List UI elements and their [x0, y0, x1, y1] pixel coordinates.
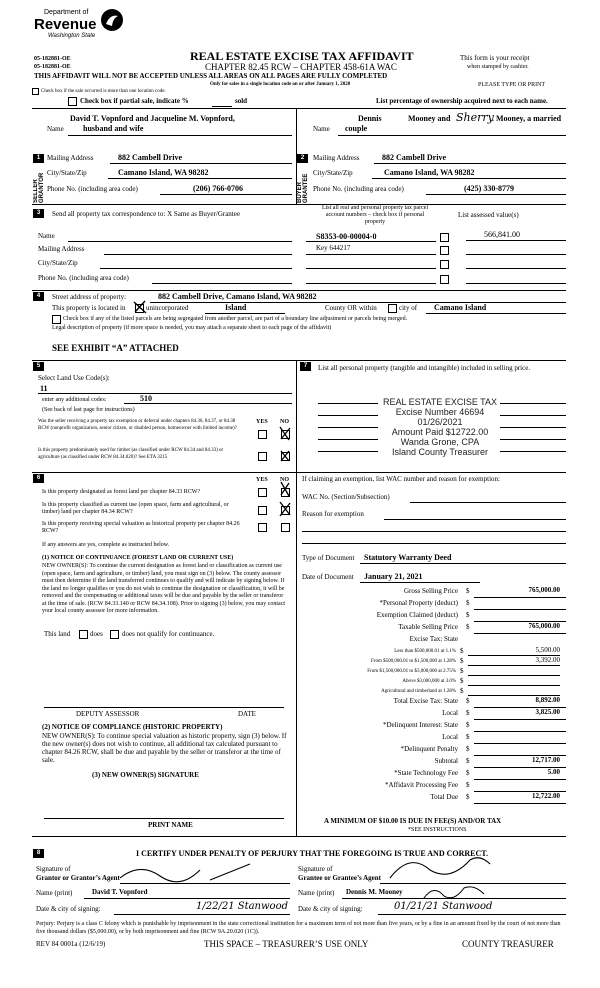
- segregated-label: Check box if any of the listed parcels are being segregated from another parcel, are part of a boundary line adjustment or parcels being merged.: [63, 316, 408, 322]
- ownership-note: List percentage of ownership acquired next to each name.: [376, 97, 548, 105]
- tax-row-value[interactable]: 5,500.00: [535, 646, 560, 654]
- tax-row-value[interactable]: 765,000.00: [528, 622, 560, 630]
- buyer-name-label: Name: [313, 125, 330, 133]
- buyer-mailing-value[interactable]: 882 Cambell Drive: [382, 153, 446, 162]
- tax-row-currency: $: [466, 623, 470, 631]
- buyer-phone-value[interactable]: (425) 330-8779: [464, 184, 514, 193]
- tax-row: [300, 634, 566, 646]
- dor-logo-icon: [100, 8, 124, 32]
- tax-row-label: Subtotal: [434, 757, 458, 765]
- grantee-date-city-label: Date & city of signing:: [298, 905, 363, 913]
- this-land-label: This land: [44, 630, 71, 638]
- parcel-3-checkbox[interactable]: [440, 260, 449, 269]
- grantee-sig-label-1: Signature of: [298, 865, 333, 873]
- correspondence-label: Send all property tax correspondence to: X Same as Buyer/Grantee: [52, 210, 240, 218]
- tax-row: [300, 646, 566, 656]
- dept-line1: Department of: [44, 9, 89, 16]
- seller-city-value[interactable]: Camano Island, WA 98282: [118, 168, 209, 177]
- form-id-1: 05-182881-OE: [34, 56, 71, 62]
- grantee-signature: [380, 850, 500, 884]
- tax-row-label: Excise Tax: State: [409, 635, 458, 643]
- tax-row: [300, 792, 566, 804]
- perjury-notice: Perjury: Perjury is a class C felony which is punishable by imprisonment in the state correctional institution for a maximum term of not more than five years, or by a fine in an amount fixed by the court of not more than five thousand dollars ($5,000.00), or by both imprisonment and fine (RCW 9A.20.020 (1C)).: [36, 921, 561, 935]
- page-title: REAL ESTATE EXCISE TAX AFFIDAVIT: [190, 49, 414, 63]
- grantee-initial-signature: [420, 882, 490, 902]
- print-name-label: PRINT NAME: [148, 821, 193, 829]
- tax-row-value[interactable]: 3,825.00: [535, 708, 560, 716]
- seller-side-label: SELLER GRANTOR: [33, 172, 45, 203]
- tax-row: [300, 598, 566, 610]
- does-not-checkbox[interactable]: [110, 630, 119, 639]
- notice1-title: (1) NOTICE OF CONTINUANCE (FOREST LAND OR CURRENT USE): [42, 555, 234, 561]
- tax-row-currency: $: [460, 687, 464, 695]
- city-of-checkbox[interactable]: [388, 304, 397, 313]
- street-label: Street address of property:: [52, 293, 127, 301]
- seller-city-label: City/State/Zip: [47, 169, 87, 177]
- tax-row-currency: $: [466, 721, 470, 729]
- buyer-city-value[interactable]: Camano Island, WA 98282: [384, 168, 475, 177]
- tax-row: [300, 676, 566, 686]
- land-use-label: Select Land Use Code(s):: [38, 374, 110, 382]
- partial-sale-label: Check box if partial sale, indicate %: [80, 97, 189, 105]
- s6-if-any: If any answers are yes, complete as instructed below.: [42, 542, 170, 548]
- parcel-1-checkbox[interactable]: [440, 233, 449, 242]
- section-5-badge: 5: [33, 362, 44, 371]
- stamp-line2: Excise Number 46694: [395, 407, 485, 417]
- tax-row-currency: $: [466, 733, 470, 741]
- section-1-badge: 1: [33, 154, 44, 163]
- valid-note: Only for sales in a single location code on or after January 1, 2020: [210, 82, 351, 87]
- assessed-1-value[interactable]: 566,841.00: [484, 230, 520, 239]
- doc-date-value[interactable]: January 21, 2021: [364, 572, 423, 581]
- tax-row-label: *Delinquent Penalty: [400, 745, 458, 753]
- seller-name-label: Name: [47, 125, 64, 133]
- tax-row: [300, 610, 566, 622]
- tax-row-label: Agricultural and timberland at 1.28%: [381, 689, 456, 694]
- tax-row: [300, 586, 566, 598]
- tax-row-label: *Affidavit Processing Fee: [385, 781, 458, 789]
- tax-row-currency: $: [460, 647, 464, 655]
- s6-q3: Is this property receiving special valuation as historical property per chapter 84.26 RCW?: [42, 521, 240, 534]
- parcel-2-value[interactable]: Key 644217: [316, 244, 351, 252]
- tax-row-value[interactable]: 8,892.00: [535, 696, 560, 704]
- buyer-side-label: BUYER GRANTEE: [297, 173, 309, 203]
- grantee-sig-label-2: Grantee or Grantee’s Agent: [298, 874, 382, 882]
- does-checkbox[interactable]: [79, 630, 88, 639]
- s5-q1-yes-checkbox[interactable]: [258, 430, 267, 439]
- grantor-signature: [90, 858, 290, 884]
- s6-q2-no-mark: [277, 500, 293, 518]
- tax-row: [300, 768, 566, 780]
- grantee-name-value[interactable]: Dennis M. Mooney: [346, 888, 403, 896]
- located-label: This property is located in: [52, 304, 126, 312]
- tax-row-value[interactable]: 5.00: [547, 768, 560, 776]
- wac-label: WAC No. (Section/Subsection): [302, 493, 390, 501]
- s3-mailing-label: Mailing Address: [38, 245, 85, 253]
- grantor-date-city-value[interactable]: 1/22/21 Stanwood: [196, 901, 289, 912]
- treasurer-receipt-stamp: [374, 398, 506, 458]
- tax-row: [300, 720, 566, 732]
- minimum-fee-note: A MINIMUM OF $10.00 IS DUE IN FEE(S) AND/OR TAX: [324, 817, 502, 825]
- doc-date-label: Date of Document: [302, 573, 354, 581]
- does-label: does: [90, 630, 103, 638]
- tax-row: [300, 696, 566, 708]
- doc-type-label: Type of Document: [302, 554, 355, 562]
- grantor-date-city-label: Date & city of signing:: [36, 905, 101, 913]
- s6-q3-no-checkbox[interactable]: [281, 523, 290, 532]
- tax-calculation-table: [300, 586, 566, 806]
- tax-row-currency: $: [460, 667, 464, 675]
- tax-row-currency: $: [466, 587, 470, 595]
- tax-row: [300, 708, 566, 720]
- seller-mailing-value[interactable]: 882 Cambell Drive: [118, 153, 182, 162]
- unincorporated-label: unincorporated: [146, 304, 189, 312]
- tax-row-value[interactable]: 12,722.00: [532, 792, 560, 800]
- seller-name-line1: David T. Vopnford and Jacqueline M. Vopnford,: [70, 114, 235, 123]
- grantor-name-value[interactable]: David T. Vopnford: [92, 888, 148, 896]
- tax-row-label: Local: [442, 733, 458, 741]
- tax-row-label: *State Technology Fee: [394, 769, 458, 777]
- buyer-name-part2: Mooney and: [408, 114, 451, 123]
- parcel-header-3: property: [364, 219, 386, 225]
- stamp-line6: Island County Treasurer: [391, 447, 489, 457]
- page-subtitle: CHAPTER 82.45 RCW – CHAPTER 458-61A WAC: [205, 62, 397, 72]
- tax-row-currency: $: [460, 657, 464, 665]
- s3-phone-label: Phone No. (including area code): [38, 274, 129, 282]
- warning-text: THIS AFFIDAVIT WILL NOT BE ACCEPTED UNLESS ALL AREAS ON ALL PAGES ARE FULLY COMPLETED: [34, 72, 388, 80]
- tax-row-value[interactable]: 12,717.00: [532, 756, 560, 764]
- dept-line3: Washington State: [48, 33, 96, 39]
- buyer-mailing-label: Mailing Address: [313, 154, 360, 162]
- multi-location-checkbox[interactable]: [32, 88, 39, 95]
- tax-row-value[interactable]: 3,392.00: [535, 656, 560, 664]
- city-of-label: city of: [399, 304, 418, 312]
- buyer-name-part3: . Mooney, a married: [492, 114, 562, 123]
- doc-type-value[interactable]: Statutory Warranty Deed: [364, 553, 452, 562]
- s3-city-label: City/State/Zip: [38, 259, 78, 267]
- sold-label: sold: [235, 97, 248, 105]
- s5-yes-header: YES: [256, 419, 268, 425]
- buyer-name-line2: couple: [345, 124, 368, 133]
- tax-row: [300, 686, 566, 696]
- tax-row: [300, 732, 566, 744]
- tax-row-label: *Delinquent Interest: State: [382, 721, 458, 729]
- tax-row-label: Exemption Claimed (deduct): [376, 611, 458, 619]
- tax-row-label: Gross Selling Price: [403, 587, 458, 595]
- assessed-header: List assessed value(s): [458, 211, 519, 219]
- tax-row-currency: $: [466, 793, 470, 801]
- certify-statement: I CERTIFY UNDER PENALTY OF PERJURY THAT THE FOREGOING IS TRUE AND CORRECT.: [136, 849, 489, 858]
- receipt-note-2: when stamped by cashier.: [467, 64, 529, 70]
- s5-q1: Was the seller receiving a property tax exemption or deferral under chapters 84.36, 84.37, or 84.38 RCW (nonprofit organization, senior citizen, or disabled person, homeowner with limited income)?: [38, 419, 237, 431]
- county-value[interactable]: Island: [225, 303, 247, 312]
- section-4-badge: 4: [33, 292, 44, 301]
- s6-q1-yes-checkbox[interactable]: [258, 488, 267, 497]
- stamp-line5: Wanda Grone, CPA: [400, 437, 480, 447]
- grantor-name-print-label: Name (print): [36, 889, 73, 897]
- s6-q1: Is this property designated as forest land per chapter 84.33 RCW?: [42, 489, 201, 495]
- stamp-line4: Amount Paid $12722.00: [391, 427, 489, 437]
- tax-row-currency: $: [466, 745, 470, 753]
- tax-row: [300, 780, 566, 792]
- parcel-header-2: account numbers – check box if personal: [325, 212, 425, 218]
- land-use-code[interactable]: 11: [40, 384, 48, 393]
- multi-location-label: Check box if the sale occurred is more than one location code.: [41, 89, 166, 94]
- form-revision: REV 84 0001a (12/6/19): [36, 940, 106, 948]
- type-or-print: PLEASE TYPE OR PRINT: [478, 82, 546, 88]
- tax-row: [300, 622, 566, 634]
- dor-logo: [34, 8, 126, 48]
- s6-q2-yes-checkbox[interactable]: [258, 506, 267, 515]
- exemption-reason-label: Reason for exemption: [302, 510, 364, 518]
- grantor-sig-label-1: Signature of: [36, 865, 71, 873]
- exhibit-note: SEE EXHIBIT “A” ATTACHED: [52, 343, 179, 353]
- county-treasurer-label: COUNTY TREASURER: [462, 939, 554, 949]
- s5-q1-no-mark: [277, 424, 293, 442]
- s5-q2-yes-checkbox[interactable]: [258, 452, 267, 461]
- tax-row: [300, 756, 566, 768]
- tax-row-currency: $: [466, 611, 470, 619]
- tax-row-value[interactable]: 765,000.00: [528, 586, 560, 594]
- section-2-badge: 2: [297, 154, 308, 163]
- parcel-2-checkbox[interactable]: [440, 246, 449, 255]
- notice2-title: (2) NOTICE OF COMPLIANCE (HISTORIC PROPERTY): [42, 723, 223, 731]
- tax-row-label: From $1,500,000.01 to $3,000,000 at 2.75%: [367, 669, 456, 674]
- tax-row-label: From $500,000.01 to $1,500,000 at 1.28%: [371, 659, 456, 664]
- buyer-name-hand: Sherry: [456, 111, 494, 124]
- stamp-line3: 01/26/2021: [417, 417, 463, 427]
- tax-row-label: Less than $500,000.01 at 1.1%: [394, 649, 456, 654]
- tax-row: [300, 656, 566, 666]
- s3-name-label: Name: [38, 232, 55, 240]
- tax-row-currency: $: [466, 709, 470, 717]
- form-id-2: 05-182881-OE: [34, 64, 71, 70]
- tax-row-currency: $: [466, 769, 470, 777]
- tax-row: [300, 744, 566, 756]
- see-back-label: (See back of last page for instructions): [42, 407, 135, 413]
- city-value[interactable]: Camano Island: [434, 303, 487, 312]
- grantee-name-print-label: Name (print): [298, 889, 335, 897]
- additional-code[interactable]: 510: [140, 394, 152, 403]
- s6-q3-yes-checkbox[interactable]: [258, 523, 267, 532]
- street-value[interactable]: 882 Cambell Drive, Camano Island, WA 98282: [158, 292, 317, 301]
- parcel-4-checkbox[interactable]: [440, 275, 449, 284]
- tax-row-label: Taxable Selling Price: [398, 623, 458, 631]
- s6-yes-header: YES: [256, 477, 268, 483]
- segregated-checkbox[interactable]: [52, 315, 61, 324]
- seller-phone-label: Phone No. (including area code): [47, 185, 138, 193]
- additional-codes-label: enter any additional codes:: [42, 397, 107, 403]
- notice1-body: NEW OWNER(S): To continue the current designation as forest land or classification as current use (open space, farm and agriculture, or timber) land, you must sign on (3) below. The county assessor must then determine if the land transferred continues to qualify and will indicate by signing below. If the land no longer qualifies or you do not wish to continue the designation or classification, it will be removed and the compensating or additional taxes will be due and payable by the seller or transferor at the time of sale. (RCW 84.33.140 or RCW 84.34.108). Prior to signing (3) below, you may contact your local county assessor for more information.: [42, 563, 286, 614]
- tax-row-currency: $: [460, 677, 464, 685]
- buyer-phone-label: Phone No. (including area code): [313, 185, 404, 193]
- stamp-line1: REAL ESTATE EXCISE TAX: [382, 397, 498, 407]
- tax-row-currency: $: [466, 697, 470, 705]
- buyer-name-part1: Dennis: [358, 114, 382, 123]
- s6-q1-no-mark: [278, 480, 292, 498]
- seller-phone-value[interactable]: (206) 766-0706: [193, 184, 243, 193]
- grantee-date-city-value[interactable]: 01/21/21 Stanwood: [394, 901, 493, 912]
- tax-row-label: Above $3,000,000 at 3.0%: [402, 679, 456, 684]
- county-label: County OR within: [325, 304, 377, 312]
- seller-mailing-label: Mailing Address: [47, 154, 94, 162]
- section-7-badge: 7: [300, 362, 311, 371]
- tax-row-label: Total Excise Tax: State: [393, 697, 458, 705]
- see-instructions-note: *SEE INSTRUCTIONS: [408, 827, 467, 833]
- s6-q2: Is this property classified as current use (open space, farm and agricultural, or timber) land per chapter 84.34 RCW?: [42, 502, 229, 515]
- receipt-note-1: This form is your receipt: [460, 54, 530, 62]
- exemption-label: If claiming an exemption, list WAC number and reason for exemption:: [302, 475, 500, 483]
- treasurer-space-label: THIS SPACE – TREASURER’S USE ONLY: [204, 939, 369, 949]
- notice2-body: NEW OWNER(S): To continue special valuation as historic property, sign (3) below. If the new owner(s) does not wish to continue, all additional tax calculated pursuant to chapter 84.26 RCW, shall be due and payable by the seller or transferor at the time of sale.: [42, 732, 287, 764]
- tax-row-label: Total Due: [430, 793, 458, 801]
- tax-row-label: *Personal Property (deduct): [379, 599, 458, 607]
- tax-row-currency: $: [466, 599, 470, 607]
- grantor-sig-label-2: Grantor or Grantor’s Agent: [36, 874, 120, 882]
- s6-no-header: NO: [280, 477, 289, 483]
- partial-sale-checkbox[interactable]: [68, 97, 77, 106]
- personal-property-label: List all personal property (tangible and intangible) included in selling price.: [318, 364, 531, 372]
- deputy-assessor-label: DEPUTY ASSESSOR: [76, 710, 140, 718]
- section-6-badge: 6: [33, 474, 44, 483]
- parcel-1-value[interactable]: S8353-00-00004-0: [316, 232, 377, 241]
- s5-q2: Is this property predominately used for timber (as classified under RCW 84.34 and 84.33) or agriculture (as classified under RCW 84.34.020)? See ETA 3215: [38, 448, 224, 460]
- new-owner-signature-label: (3) NEW OWNER(S) SIGNATURE: [92, 771, 199, 779]
- s5-q2-no-mark: [278, 449, 292, 463]
- does-not-label: does not qualify for continuance.: [122, 630, 215, 638]
- s5-no-header: NO: [280, 419, 289, 425]
- seller-name-line2: husband and wife: [83, 124, 144, 133]
- tax-row-currency: $: [466, 781, 470, 789]
- tax-row-currency: $: [466, 757, 470, 765]
- section-3-badge: 3: [33, 209, 44, 218]
- tax-row-label: Local: [442, 709, 458, 717]
- parcel-header-1: List all real and personal property tax parcel: [321, 205, 429, 211]
- date-label: DATE: [238, 710, 256, 718]
- section-8-badge: 8: [33, 849, 44, 858]
- dept-line2: Revenue: [34, 16, 97, 33]
- tax-row: [300, 666, 566, 676]
- legal-description-label: Legal description of property (if more space is needed, you may attach a separate sheet to each page of the affidavit): [52, 325, 332, 331]
- buyer-city-label: City/State/Zip: [313, 169, 353, 177]
